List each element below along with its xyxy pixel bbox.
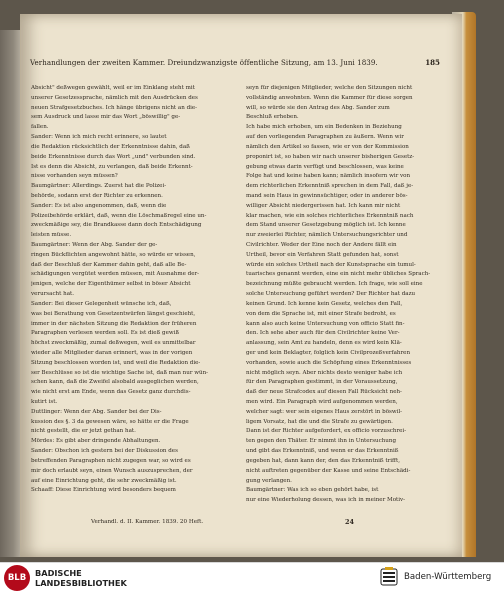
- text-line: ringen Bückflichten angewohnt hätte, so würde er wissen,: [31, 251, 196, 258]
- text-line: höchst zweckmäßig, zumal deßwegen, weil es unmittelbar: [31, 340, 196, 347]
- text-line: vollständig anwohnten. Wenn die Kammer für diese sorgen: [246, 94, 413, 101]
- text-line: neuen Strafgesetzbuches. Ich hänge übrigens nicht an die-: [31, 104, 198, 111]
- text-line: Polizeibehörde erklärt, daß, wenn die Löschmaßregel eine un-: [31, 212, 207, 219]
- text-line: würde ein solches Urtheil nach der Kunstsprache ein tumul-: [246, 261, 416, 268]
- text-line: nur eine Wiederholung dessen, was ich in meiner Motiv-: [246, 497, 406, 504]
- page-footer: [31, 519, 440, 531]
- text-line: Sander: Obschon ich gestern bei der Diskussion des: [31, 448, 178, 455]
- baden-wuerttemberg-coat-of-arms-icon[interactable]: [378, 567, 400, 587]
- text-line: solche Untersuchung geführt werden? Der Richter hat dazu: [246, 291, 416, 298]
- text-line: von dem die Sprache ist, mit einer Strafe bedroht, es: [246, 310, 396, 317]
- book-spine-left: [0, 30, 22, 557]
- text-line: Baumgärtner: Allerdings. Zuerst hat die Polizei-: [31, 183, 167, 190]
- text-line: nicht auftreten gegenüber der Kasse und seine Entschädi-: [246, 467, 411, 474]
- text-line: nicht möglich seyn. Aber nichts desto weniger habe ich: [246, 369, 403, 376]
- text-line: zweckmäßige sey, die Brandkasse dann doch Entschädigung: [31, 222, 202, 229]
- text-line: Baumgärtner: Was ich so eben gehört habe, ist: [246, 487, 379, 494]
- text-line: nämlich den Artikel so fassen, wie er von der Kommission: [246, 143, 409, 150]
- text-line: ligem Vorsatz, hat die und die Strafe zu gewärtigen.: [246, 418, 393, 425]
- text-line: immer in der nächsten Sitzung die Redaktion der früheren: [31, 320, 197, 327]
- signature-number: 24: [345, 518, 355, 526]
- text-line: Paragraphen verlesen werden soll. Es ist dieß gewiß: [31, 330, 180, 337]
- text-line: Absicht" deßwegen gewählt, weil er im Einklang steht mit: [31, 85, 195, 91]
- text-line: mand sein Haus in gewinnsüchtiger, oder in anderer bös-: [246, 192, 408, 199]
- text-line: jenigen, welche der Eigenthümer selbst in böser Absicht: [31, 281, 191, 288]
- text-line: Sander: Wenn ich mich recht erinnere, so lautet: [31, 134, 167, 141]
- text-line: gegeben hat, dann kann der, den das Erkenntniß trifft,: [246, 457, 400, 464]
- text-line: nur zweierlei Richter, nämlich Untersuchungsrichter und: [246, 232, 408, 239]
- text-line: tuarisches genannt werden, eine ein nicht mehr übliches Sprach-: [246, 271, 431, 278]
- text-line: gung verlangen.: [246, 477, 292, 484]
- footer-note: Verhandl. d. II. Kammer. 1839. 20 Heft.: [91, 519, 204, 525]
- text-line: proponirt ist, so haben wir nach unserer bisherigen Gesetz-: [246, 153, 415, 160]
- text-line: dem Stand unserer Gesetzgebung möglich ist. Ich kenne: [246, 222, 406, 229]
- blb-name-line2: LANDESBIBLIOTHEK: [35, 578, 127, 588]
- text-column-right: [246, 84, 432, 504]
- text-line: Duttlinger: Wenn der Abg. Sander bei der Dis-: [31, 408, 162, 415]
- text-line: welcher sagt: wer sein eigenes Haus zerstört in böswil-: [246, 408, 403, 415]
- text-line: auf eine Einrichtung geht, die sehr zweckmäßig ist.: [31, 477, 177, 484]
- text-line: Folge hat und keine haben kann; nämlich insofern wir von: [246, 173, 411, 180]
- text-line: und gibt das Erkenntniß, und wenn er das Erkenntniß: [246, 448, 399, 455]
- text-line: will, so würde sie den Antrag des Abg. Sander zum: [246, 104, 390, 111]
- text-line: betreffenden Paragraphen nicht zugegen war, so wird es: [31, 457, 191, 464]
- text-line: Urtheil, bevor ein Verfahren Statt gefunden hat, sonst: [246, 251, 399, 258]
- text-line: wie nicht erst am Ende, wenn das Gesetz ganz durchdis-: [31, 389, 191, 396]
- text-line: auf den vorliegenden Paragraphen zu äußern. Wenn wir: [246, 134, 404, 141]
- text-line: nicht gestellt, die er jetzt gethan hat.: [31, 428, 136, 435]
- text-line: Ist es denn die Absicht, zu verlangen, daß beide Erkennt-: [31, 163, 193, 170]
- text-line: ser Beschlüsse so ist die wichtige Sache ist, daß man nur wün-: [31, 369, 209, 376]
- text-line: men wird. Ein Paragraph wird aufgenommen werden,: [246, 399, 398, 405]
- text-line: Sitzung beschlossen worden ist, und weil die Redaktion die-: [31, 359, 201, 366]
- text-line: ten gegen den Thäter. Er nimmt ihn in Untersuchung: [246, 438, 396, 445]
- blb-name-line1: BADISCHE: [35, 568, 82, 578]
- text-line: keinen Grund. Ich kenne kein Gesetz, welches den Fall,: [246, 300, 403, 307]
- text-line: für den Paragraphen gestimmt, in der Voraussetzung,: [246, 379, 398, 386]
- text-line: Mördes: Es gibt aber dringende Abhaltungen.: [31, 438, 161, 445]
- text-line: die Redaktion rücksichtlich der Erkenntnisse dahin, daß: [31, 143, 190, 150]
- text-line: beide Erkenntnisse durch das Wort „und" verbunden sind.: [31, 153, 196, 160]
- page-header: [30, 58, 440, 72]
- text-line: den. Ich sehe aber auch für den Civilrichter keine Ver-: [246, 330, 400, 337]
- book-page: [20, 14, 462, 557]
- text-line: anlassung, sein Amt zu handeln, denn es wird kein Klä-: [246, 340, 402, 347]
- text-line: seyn für diejenigen Mitglieder, welche den Sitzungen nicht: [246, 85, 413, 91]
- text-line: mir doch erlaubt seyn, einen Wunsch auszusprechen, der: [31, 467, 193, 474]
- text-line: verursacht hat.: [31, 291, 74, 298]
- text-line: fallen.: [31, 124, 49, 131]
- text-line: behörde, sodann erst der Richter zu erkennen.: [31, 192, 163, 199]
- text-line: kussion des §. 3 da gewesen wäre, so hätte er die Frage: [31, 418, 189, 425]
- text-line: williger Absicht niedergerissen hat. Ich kann mir nicht: [246, 202, 401, 209]
- blb-library-name[interactable]: [35, 568, 127, 588]
- text-line: wieder alle Mitglieder daran erinnert, was in der vorigen: [31, 349, 193, 356]
- text-line: kutirt ist.: [31, 399, 58, 405]
- text-line: gebung etwas darin verfügt und beschlossen, was keine: [246, 163, 404, 170]
- text-line: daß der Beschluß der Kammer dahin geht, daß alle Be-: [31, 261, 187, 268]
- text-line: kann also auch keine Untersuchung von officio Statt fin-: [246, 320, 405, 327]
- text-line: Schaaff: Diese Einrichtung wird besonders bequem: [31, 487, 176, 494]
- text-line: Beschluß erheben.: [246, 114, 299, 121]
- text-line: dem richterlichen Erkenntniß sprechen in dem Fall, daß je-: [246, 183, 414, 190]
- text-line: Sander: Es ist also angenommen, daß, wenn die: [31, 202, 167, 209]
- text-line: Civilrichter. Weder der Eine noch der Andere fällt ein: [246, 242, 397, 248]
- text-line: Baumgärtner: Wenn der Abg. Sander der ge-: [31, 242, 158, 248]
- text-line: Sander: Bei dieser Gelegenheit wünsche ich, daß,: [31, 300, 172, 307]
- text-line: Dann ist der Richter aufgefordert, ex officio vorzuschrei-: [246, 428, 407, 435]
- text-line: klar machen, wie ein solches richterliches Erkenntniß nach: [246, 212, 414, 219]
- text-line: daß der neue Strafcodex auf diesen Fall Rücksicht neh-: [246, 389, 402, 396]
- text-line: schädigungen vergütet werden müssen, mit Ausnahme der-: [31, 271, 200, 278]
- text-line: unserer Gesetzessprache, nämlich mit den Ausdrücken des: [31, 94, 198, 101]
- text-line: nisse vorhanden seyn müssen?: [31, 173, 118, 180]
- text-line: leisten müsse.: [31, 232, 72, 239]
- text-line: schen kann, daß die Zweifel alsobald ausgeglichen werden,: [31, 379, 199, 386]
- page-number: 185: [425, 58, 440, 67]
- running-head: Verhandlungen der zweiten Kammer. Dreiundzwanzigste öffentliche Sitzung, am 13. Juni 1839.: [30, 58, 378, 67]
- text-line: sem Ausdruck und lasse mir das Wort „böswillig" ge-: [31, 114, 181, 121]
- text-line: Ich habe mich erhoben, um ein Bedenken in Beziehung: [246, 124, 402, 131]
- baden-wuerttemberg-name[interactable]: Baden-Württemberg: [404, 572, 492, 582]
- text-line: ger und kein Beklagter, folglich kein Civilprozeßverfahren: [246, 349, 411, 356]
- text-column-left: [31, 84, 217, 516]
- text-line: vorhanden, sowie auch die Schöpfung eines Erkenntnisses: [246, 359, 412, 366]
- text-line: was bei Berathung von Gesetzentwürfen längst geschieht,: [31, 310, 196, 317]
- text-line: bezeichnung müßte gebraucht werden. Ich frage, wie soll eine: [246, 281, 423, 288]
- blb-logo-icon[interactable]: BLB: [4, 565, 30, 591]
